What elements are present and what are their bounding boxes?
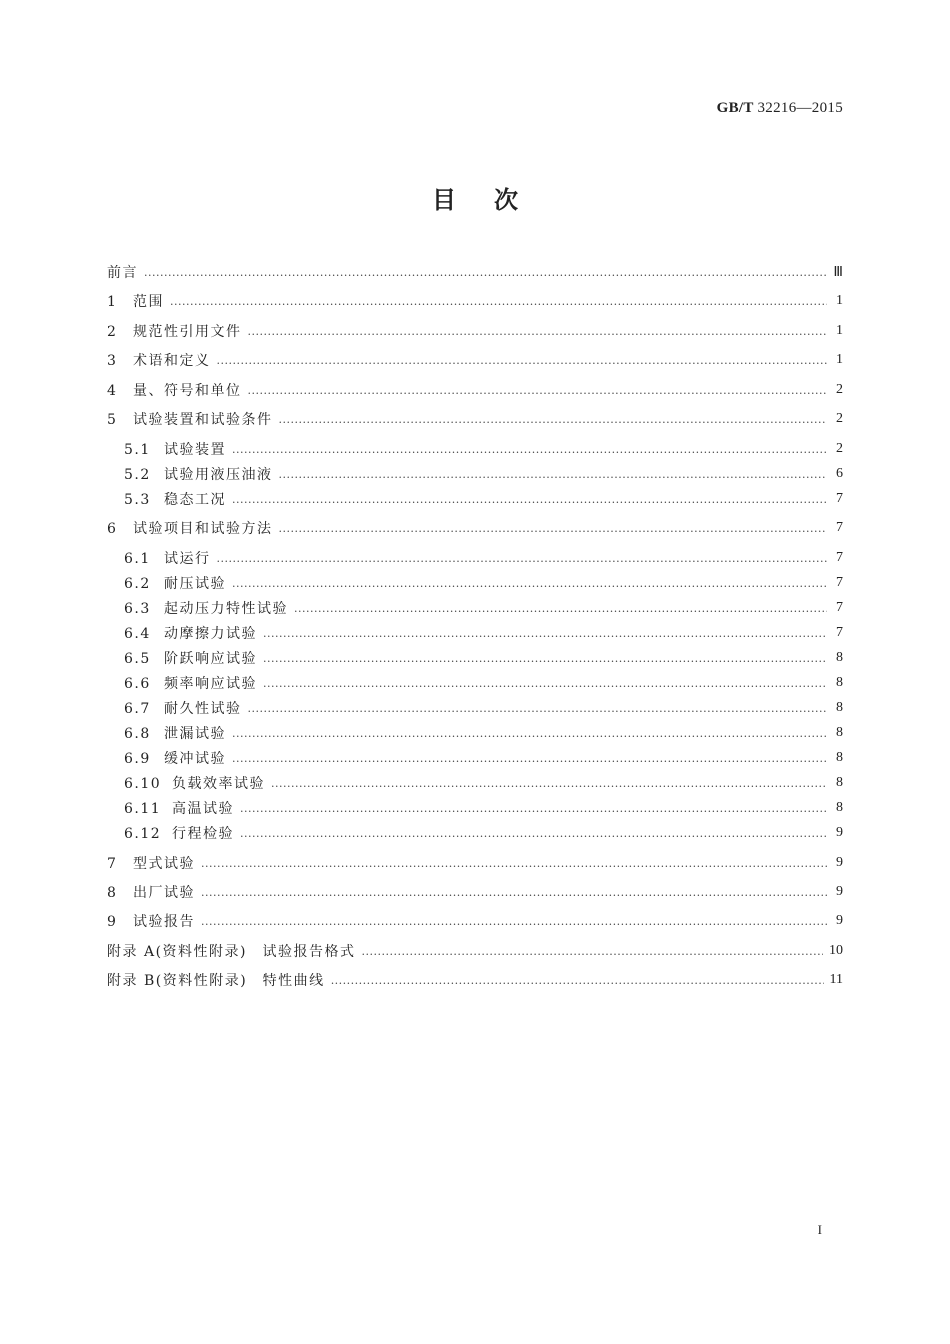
- toc-leader-dots: [217, 354, 828, 367]
- toc-entry-page: 7: [836, 520, 843, 535]
- toc-entry-page: 8: [836, 650, 843, 665]
- toc-leader-dots: [362, 945, 824, 958]
- toc-entry-label: [107, 409, 273, 429]
- toc-entry-page: 7: [836, 550, 843, 565]
- toc-entry-page: 11: [829, 972, 843, 987]
- toc-entry-title: 试验报告: [133, 914, 195, 930]
- toc-entry[interactable]: [107, 348, 843, 372]
- toc-entry-label: [107, 941, 356, 961]
- toc-entry-label: [124, 464, 273, 484]
- toc-entry-title: 起动压力特性试验: [164, 601, 288, 617]
- standard-prefix: GB/T: [716, 100, 754, 116]
- toc-entry[interactable]: [107, 880, 843, 904]
- toc-leader-dots: [232, 727, 827, 740]
- standard-code: [717, 100, 843, 117]
- toc-entry-title: 试运行: [164, 551, 211, 567]
- toc-entry-label: [124, 673, 257, 693]
- toc-entry[interactable]: [124, 596, 843, 620]
- toc-entry-number: 8: [107, 885, 118, 901]
- toc-entry-label: [124, 723, 226, 743]
- toc-entry-number: 6.2: [124, 576, 151, 592]
- toc-entry[interactable]: [124, 462, 843, 486]
- toc-entry-title: 耐压试验: [164, 576, 226, 592]
- toc-leader-dots: [232, 443, 827, 456]
- toc-entry-page: 8: [836, 725, 843, 740]
- toc-leader-dots: [248, 325, 828, 338]
- toc-entry[interactable]: [124, 571, 843, 595]
- toc-entry-number: 6.5: [124, 651, 151, 667]
- toc-entry-title: 型式试验: [133, 856, 195, 872]
- toc-entry[interactable]: [124, 671, 843, 695]
- toc-entry-label: [107, 882, 195, 902]
- toc-entry[interactable]: [107, 909, 843, 933]
- toc-entry-number: 6.3: [124, 601, 151, 617]
- toc-entry-title: 泄漏试验: [164, 726, 226, 742]
- toc-entry-number: 1: [107, 294, 118, 310]
- toc-entry-number: 5.1: [124, 442, 151, 458]
- toc-leader-dots: [232, 577, 827, 590]
- toc-entry-label: [124, 573, 226, 593]
- standard-number: 32216—2015: [757, 100, 843, 116]
- toc-entry-title: 缓冲试验: [164, 751, 226, 767]
- toc-entry-number: 3: [107, 353, 118, 369]
- toc-entry-title: 范围: [133, 294, 164, 310]
- toc-leader-dots: [232, 493, 827, 506]
- toc-entry[interactable]: [107, 260, 843, 284]
- toc-entry-label: [124, 598, 288, 618]
- toc-entry[interactable]: [124, 696, 843, 720]
- toc-leader-dots: [201, 886, 827, 899]
- toc-leader-dots: [170, 295, 827, 308]
- toc-entry-number: 5: [107, 412, 118, 428]
- toc-entry-title: 阶跃响应试验: [164, 651, 257, 667]
- toc-entry-title: 高温试验: [172, 801, 234, 817]
- toc-entry-page: 9: [836, 825, 843, 840]
- toc-entry-title: 试验用液压油液: [164, 467, 273, 483]
- toc-entry-page: 8: [836, 675, 843, 690]
- toc-entry[interactable]: [124, 721, 843, 745]
- toc-entry[interactable]: [107, 516, 843, 540]
- page-title: 目次: [432, 185, 556, 214]
- toc-entry[interactable]: [124, 621, 843, 645]
- toc-entry-page: 7: [836, 600, 843, 615]
- toc-entry[interactable]: [107, 319, 843, 343]
- toc-entry-label: [107, 853, 195, 873]
- toc-entry-title: (资料性附录) 试验报告格式: [155, 944, 356, 960]
- toc-entry-number: 6.11: [124, 801, 162, 817]
- toc-entry-label: [124, 489, 226, 509]
- toc-leader-dots: [271, 777, 827, 790]
- toc-entry-title: 前言: [107, 265, 138, 281]
- toc-leader-dots: [201, 857, 827, 870]
- toc-leader-dots: [263, 677, 827, 690]
- toc-entry-label: [124, 698, 242, 718]
- toc-entry[interactable]: [124, 821, 843, 845]
- toc-leader-dots: [217, 552, 828, 565]
- toc-entry[interactable]: [107, 851, 843, 875]
- toc-entry-page: 2: [836, 382, 843, 397]
- toc-entry-page: 8: [836, 750, 843, 765]
- toc-entry-page: 2: [836, 411, 843, 426]
- toc-entry-title: 术语和定义: [133, 353, 211, 369]
- toc-entry-label: [124, 623, 257, 643]
- toc-entry-number: 6.7: [124, 701, 151, 717]
- toc-entry-number: 6.6: [124, 676, 151, 692]
- toc-entry-number: 6.12: [124, 826, 162, 842]
- toc-entry-label: [107, 911, 195, 931]
- toc-entry-title: 试验装置和试验条件: [133, 412, 273, 428]
- toc-entry[interactable]: [107, 939, 843, 963]
- toc-leader-dots: [279, 468, 828, 481]
- toc-entry-label: [124, 548, 211, 568]
- toc-entry-page: 7: [836, 625, 843, 640]
- toc-entry[interactable]: [124, 746, 843, 770]
- toc-entry-label: [107, 380, 242, 400]
- toc-entry-number: 6.9: [124, 751, 151, 767]
- toc-entry-number: 附录 B: [107, 973, 156, 989]
- toc-entry-title: 出厂试验: [133, 885, 195, 901]
- toc-leader-dots: [144, 266, 827, 279]
- toc-leader-dots: [240, 827, 827, 840]
- toc-entry-title: 规范性引用文件: [133, 324, 242, 340]
- toc-entry[interactable]: [107, 407, 843, 431]
- toc-entry-title: (资料性附录) 特性曲线: [155, 973, 325, 989]
- toc-entry-number: 6.8: [124, 726, 151, 742]
- toc-leader-dots: [201, 915, 827, 928]
- toc-entry-title: 频率响应试验: [164, 676, 257, 692]
- toc-entry-number: 6.1: [124, 551, 151, 567]
- toc-entry-page: 1: [836, 293, 843, 308]
- toc-entry-label: [107, 321, 242, 341]
- toc-entry-number: 6: [107, 521, 118, 537]
- footer-page-number: I: [817, 1222, 822, 1237]
- toc-entry-page: 9: [836, 884, 843, 899]
- toc-entry-number: 5.2: [124, 467, 151, 483]
- toc-leader-dots: [331, 974, 824, 987]
- toc-entry-page: 8: [836, 775, 843, 790]
- toc-entry[interactable]: [124, 796, 843, 820]
- toc-entry[interactable]: [124, 437, 843, 461]
- toc-entry-label: [107, 350, 211, 370]
- toc-entry[interactable]: [124, 546, 843, 570]
- toc-leader-dots: [232, 752, 827, 765]
- toc-leader-dots: [279, 522, 828, 535]
- toc-entry-title: 稳态工况: [164, 492, 226, 508]
- toc-entry-label: [124, 648, 257, 668]
- toc-entry-page: 1: [836, 352, 843, 367]
- toc-entry-number: 6.4: [124, 626, 151, 642]
- toc-entry-page: 9: [836, 913, 843, 928]
- toc-leader-dots: [248, 702, 828, 715]
- toc-entry-label: [107, 262, 138, 282]
- toc-entry-number: 5.3: [124, 492, 151, 508]
- toc-entry-label: [107, 291, 164, 311]
- toc-entry-number: 9: [107, 914, 118, 930]
- toc-entry-title: 量、符号和单位: [133, 383, 242, 399]
- toc-entry[interactable]: [107, 289, 843, 313]
- toc-entry-number: 2: [107, 324, 118, 340]
- toc-entry[interactable]: [124, 646, 843, 670]
- toc-entry-page: 2: [836, 441, 843, 456]
- toc-entry[interactable]: [107, 968, 843, 992]
- toc-entry[interactable]: [107, 378, 843, 402]
- toc-leader-dots: [240, 802, 827, 815]
- toc-leader-dots: [294, 602, 827, 615]
- toc-entry-title: 试验装置: [164, 442, 226, 458]
- toc-entry-label: [124, 823, 234, 843]
- toc-leader-dots: [263, 627, 827, 640]
- toc-entry[interactable]: [124, 771, 843, 795]
- toc-entry-title: 耐久性试验: [164, 701, 242, 717]
- toc-entry-page: Ⅲ: [833, 264, 843, 280]
- toc-entry-label: [107, 518, 273, 538]
- toc-entry-label: [124, 773, 265, 793]
- toc-leader-dots: [263, 652, 827, 665]
- toc-entry-label: [107, 970, 325, 990]
- toc-entry-title: 行程检验: [172, 826, 234, 842]
- toc-entry-number: 6.10: [124, 776, 162, 792]
- toc-entry-label: [124, 439, 226, 459]
- toc-entry-title: 动摩擦力试验: [164, 626, 257, 642]
- toc-entry-page: 10: [829, 943, 843, 958]
- toc-entry-page: 8: [836, 800, 843, 815]
- toc-leader-dots: [279, 413, 828, 426]
- toc-entry-title: 试验项目和试验方法: [133, 521, 273, 537]
- toc-entry-number: 4: [107, 383, 118, 399]
- toc-entry[interactable]: [124, 487, 843, 511]
- toc-entry-number: 附录 A: [107, 944, 156, 960]
- toc-entry-number: 7: [107, 856, 118, 872]
- toc-entry-page: 7: [836, 575, 843, 590]
- toc-entry-page: 1: [836, 323, 843, 338]
- toc-entry-page: 7: [836, 491, 843, 506]
- toc-entry-page: 9: [836, 855, 843, 870]
- toc-entry-page: 8: [836, 700, 843, 715]
- toc-entry-title: 负载效率试验: [172, 776, 265, 792]
- toc-leader-dots: [248, 384, 828, 397]
- toc-entry-page: 6: [836, 466, 843, 481]
- toc-entry-label: [124, 798, 234, 818]
- toc-entry-label: [124, 748, 226, 768]
